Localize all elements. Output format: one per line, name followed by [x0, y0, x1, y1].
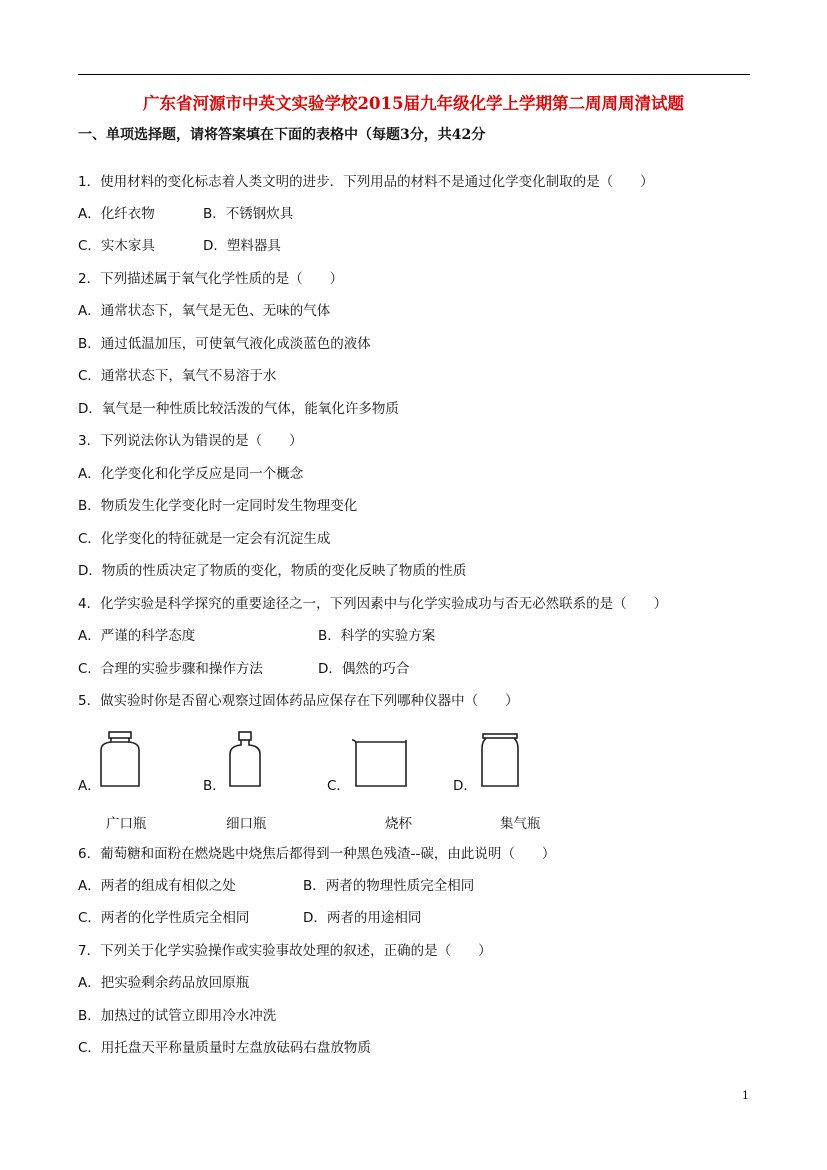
q5-caption-b: 细口瓶	[226, 816, 267, 832]
q4-option-c: C．合理的实验步骤和操作方法	[78, 661, 263, 677]
q3-option-b: B．物质发生化学变化时一定同时发生物理变化	[78, 498, 358, 514]
q5-caption-c: 烧杯	[385, 816, 412, 832]
q2-option-a: A．通常状态下，氧气是无色、无味的气体	[78, 303, 331, 319]
q5-caption-a: 广口瓶	[106, 816, 147, 832]
question-2-stem: 2．下列描述属于氧气化学性质的是（ ）	[78, 271, 344, 287]
q2-option-b: B．通过低温加压，可使氧气液化成淡蓝色的液体	[78, 336, 371, 352]
q4-option-b: B．科学的实验方案	[318, 628, 436, 644]
question-3-stem: 3．下列说法你认为错误的是（ ）	[78, 433, 303, 449]
q1-option-c: C．实木家具	[78, 238, 155, 254]
q5-caption-d: 集气瓶	[500, 816, 541, 832]
q1-option-b: B．不锈钢炊具	[203, 206, 294, 222]
q7-option-a: A．把实验剩余药品放回原瓶	[78, 975, 250, 991]
page-number: 1	[742, 1089, 749, 1102]
gas-collecting-bottle-icon	[470, 730, 530, 790]
q1-option-a: A．化纤衣物	[78, 206, 155, 222]
page-title: 广东省河源市中英文实验学校2015届九年级化学上学期第二周周周清试题	[143, 94, 684, 113]
q7-option-b: B．加热过的试管立即用冷水冲洗	[78, 1008, 277, 1024]
q6-option-c: C．两者的化学性质完全相同	[78, 910, 250, 926]
q3-option-a: A．化学变化和化学反应是同一个概念	[78, 466, 304, 482]
beaker-icon	[348, 730, 414, 790]
q4-option-a: A．严谨的科学态度	[78, 628, 196, 644]
q3-option-c: C．化学变化的特征就是一定会有沉淀生成	[78, 531, 331, 547]
q1-option-d: D．塑料器具	[203, 238, 281, 254]
q2-option-d: D．氧气是一种性质比较活泼的气体，能氧化许多物质	[78, 401, 399, 417]
q3-option-d: D．物质的性质决定了物质的变化，物质的变化反映了物质的性质	[78, 563, 467, 579]
question-4-stem: 4．化学实验是科学探究的重要途径之一，下列因素中与化学实验成功与否无必然联系的是（ ）	[78, 596, 668, 612]
q5-option-c: C．	[327, 778, 350, 794]
q7-option-c: C．用托盘天平称量质量时左盘放砝码右盘放物质	[78, 1040, 371, 1056]
q2-option-c: C．通常状态下，氧气不易溶于水	[78, 368, 277, 384]
narrow-mouth-bottle-icon	[219, 730, 279, 790]
q5-option-d: D．	[453, 778, 477, 794]
q5-option-b: B．	[203, 778, 226, 794]
question-6-stem: 6．葡萄糖和面粉在燃烧匙中烧焦后都得到一种黑色残渣--碳，由此说明（ ）	[78, 846, 556, 862]
q5-option-a: A．	[78, 778, 101, 794]
q6-option-d: D．两者的用途相同	[303, 910, 422, 926]
q6-option-b: B．两者的物理性质完全相同	[303, 878, 475, 894]
wide-mouth-bottle-icon	[94, 730, 154, 790]
header-rule	[78, 74, 750, 75]
question-1-stem: 1．使用材料的变化标志着人类文明的进步．下列用品的材料不是通过化学变化制取的是（ ）	[78, 174, 654, 190]
question-5-stem: 5．做实验时你是否留心观察过固体药品应保存在下列哪种仪器中（ ）	[78, 693, 519, 709]
section-heading: 一、单项选择题，请将答案填在下面的表格中（每题3分，共42分	[78, 127, 486, 143]
q4-option-d: D．偶然的巧合	[318, 661, 410, 677]
question-7-stem: 7．下列关于化学实验操作或实验事故处理的叙述，正确的是（ ）	[78, 943, 492, 959]
q6-option-a: A．两者的组成有相似之处	[78, 878, 236, 894]
